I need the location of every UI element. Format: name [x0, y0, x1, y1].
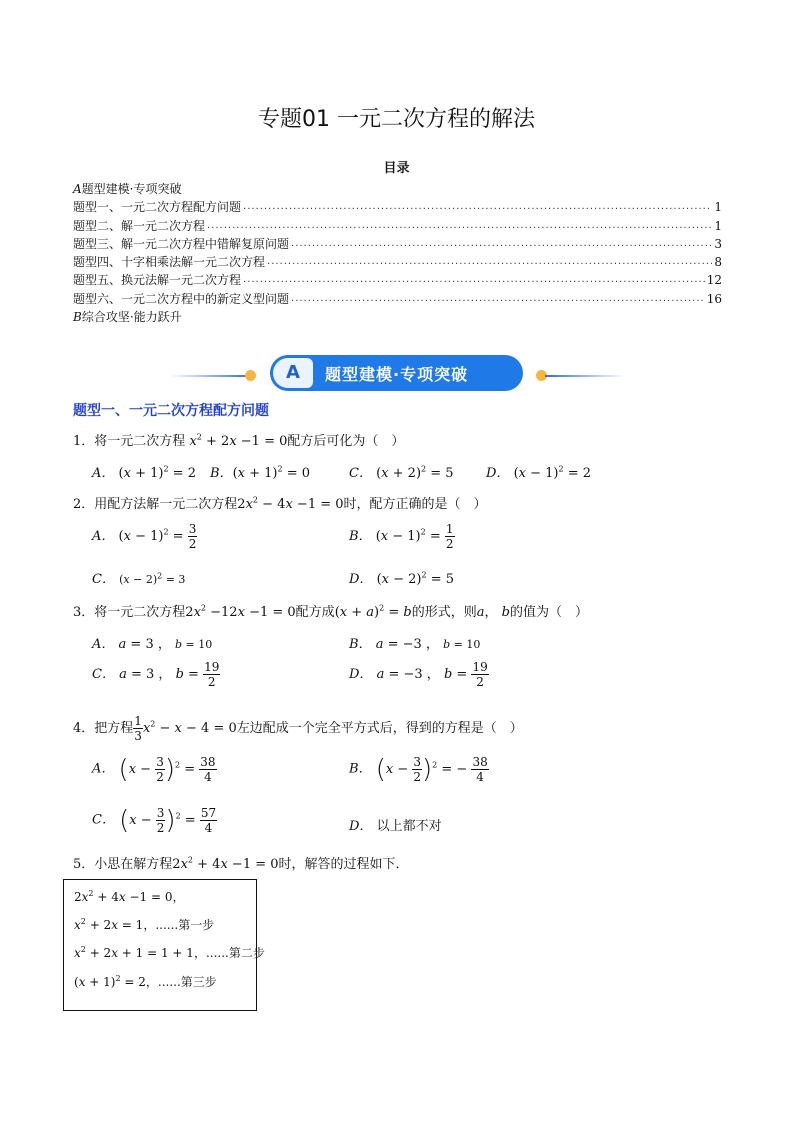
toc-item[interactable]: 题型二、解一元二次方程 ..... 1	[73, 217, 722, 235]
document-title: 专题01 一元二次方程的解法	[258, 107, 535, 132]
option-c[interactable]: C． $(x + 2)^2 = 5$	[349, 464, 454, 481]
banner-left-line	[170, 375, 250, 377]
section-banner	[0, 353, 793, 393]
step-line: $x^2 + 2x = 1$，......第一步	[74, 917, 215, 932]
step-line: $(x + 1)^2 = 2$，......第三步	[74, 974, 217, 989]
toc-section-a[interactable]: A题型建模·专项突破	[73, 182, 182, 196]
section-title: 题型一、一元二次方程配方问题	[73, 403, 269, 419]
option-c[interactable]: C． (x − $\frac{3}{2}$ )$^2$ = $\frac{57}{4}$	[92, 805, 217, 835]
toc-heading: 目录	[383, 161, 410, 176]
toc-item[interactable]: 题型三、解一元二次方程中错解复原问题 ..... 3	[73, 235, 722, 253]
step-line: $x^2 + 2x + 1 = 1 + 1$，......第二步	[74, 945, 265, 960]
option-b[interactable]: B．$(x + 1)^2 = 0$	[210, 464, 311, 481]
step-line: $2x^2 + 4x -1 = 0$，	[74, 889, 185, 904]
banner-text: 题型建模·专项突破	[325, 364, 469, 384]
question-3: 3．将一元二次方程$2x^2 -12x -1 = 0$配方成$(x + a)^2 = b$的形式，则a， b的值为（ ）	[73, 603, 588, 620]
banner-pill	[270, 355, 523, 391]
option-d[interactable]: D． 以上都不对	[349, 819, 442, 834]
option-a[interactable]: A． $(x - 1)^2$ = $\frac{3}{2}$	[92, 522, 197, 551]
question-4: 4．把方程 $\frac{1}{3}$ $x^2 - x - 4 = 0$左边配成一个完全平方式后，得到的方程是（ ）	[73, 714, 523, 743]
option-c[interactable]: C． a = 3 ， b = $\frac{19}{2}$	[92, 660, 220, 689]
toc-item[interactable]: 题型六、一元二次方程中的新定义型问题 ..... 16	[73, 290, 722, 308]
toc-item[interactable]: 题型一、一元二次方程配方问题 ..... 1	[73, 198, 722, 216]
question-5: 5．小思在解方程$2x^2 + 4x -1 = 0$时，解答的过程如下．	[73, 855, 409, 872]
option-a[interactable]: A． (x − $\frac{3}{2}$ )$^2$ = $\frac{38}{4}$	[92, 754, 216, 784]
option-a[interactable]: A． a = 3 ， b = 10	[92, 637, 213, 652]
option-b[interactable]: B． (x − $\frac{3}{2}$ )$^2$ = − $\frac{38}{4}$	[349, 754, 488, 784]
question-1: 1．将一元二次方程 $x^2 + 2x -1 = 0$配方后可化为（ ）	[73, 432, 405, 449]
option-d[interactable]: D． a = −3 ， b = $\frac{19}{2}$	[349, 660, 488, 689]
toc-item[interactable]: 题型五、换元法解一元二次方程 ..... 12	[73, 271, 722, 289]
toc-item[interactable]: 题型四、十字相乘法解一元二次方程 ..... 8	[73, 253, 722, 271]
solution-steps-box	[63, 879, 265, 1011]
option-c[interactable]: C． $(x - 2)^2 = 3$	[92, 571, 186, 587]
option-b[interactable]: B． $(x - 1)^2$ = $\frac{1}{2}$	[349, 522, 454, 551]
banner-letter: A	[273, 358, 313, 388]
option-d[interactable]: D． $(x - 2)^2 = 5$	[349, 570, 455, 587]
equation: $2x^2 - 4x -1 = 0$	[237, 495, 344, 512]
banner-left-dot	[245, 370, 256, 381]
question-2: 2．用配方法解一元二次方程$2x^2 - 4x -1 = 0$时，配方正确的是（ ）	[73, 495, 487, 512]
banner-right-line	[545, 375, 625, 377]
option-a[interactable]: A． $(x + 1)^2 = 2$	[92, 464, 196, 481]
toc-section-b[interactable]: B综合攻坚·能力跃升	[73, 310, 182, 325]
option-b[interactable]: B． a = −3 ， b = 10	[349, 637, 481, 652]
equation: $x^2 + 2x -1 = 0$	[189, 432, 288, 449]
option-d[interactable]: D． $(x - 1)^2 = 2$	[486, 464, 592, 481]
table-of-contents	[73, 180, 722, 326]
